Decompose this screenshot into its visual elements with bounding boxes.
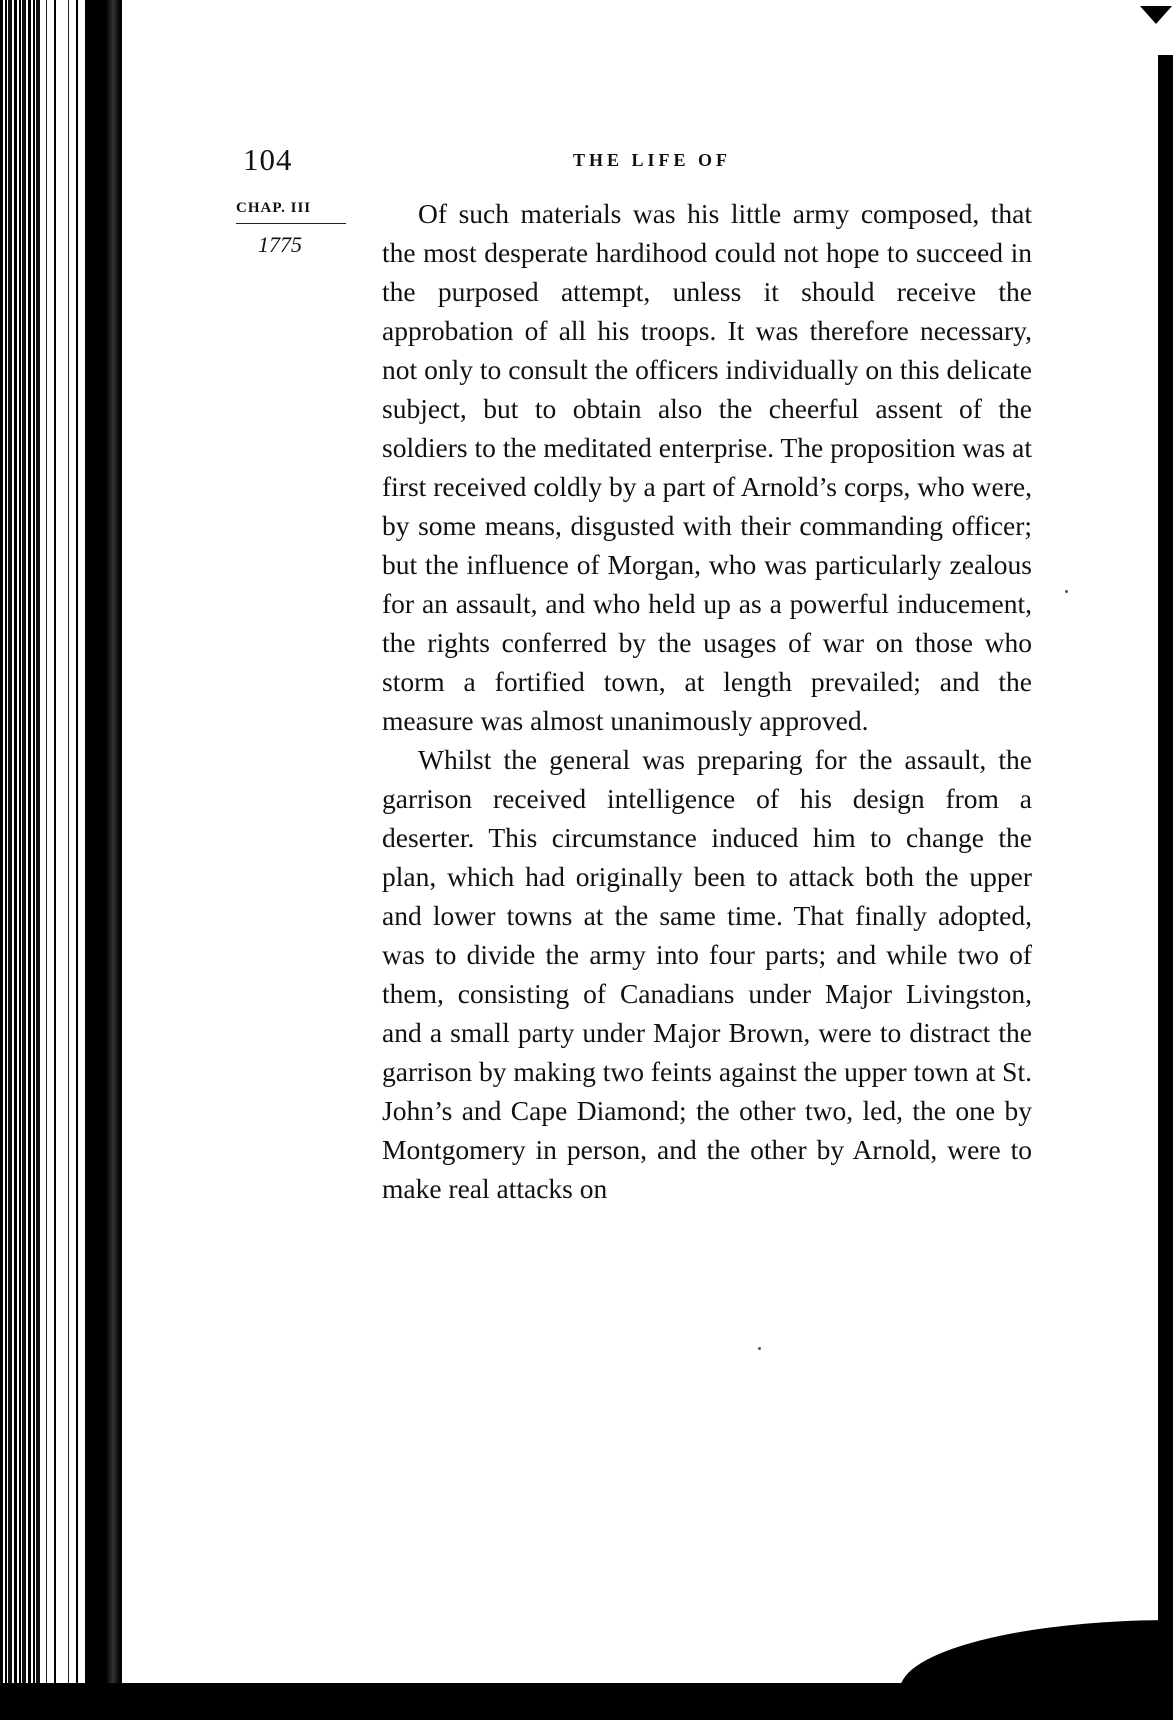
chapter-label: CHAP. III: [236, 200, 346, 224]
paragraph: Whilst the general was preparing for the assault, the garrison received intelligence of his design from a deserter. This circumstance induced him to change the plan, which had originally been to attack both the upper and lower towns at the same time. That finally adopted, was to divide the army into four parts; and while two of them, consisting of Canadians under Major Livingston, and a small party under Major Brown, were to distract the garrison by making two feints against the upper town at St. John’s and Cape Diamond; the other two, led, the one by Montgomery in person, and the other by Arnold, were to make real attacks on: [382, 744, 1032, 1204]
scan-corner-marker-icon: [1140, 6, 1172, 24]
page-number: 104: [243, 142, 293, 177]
paragraph: Of such materials was his little army composed, that the most desperate hardihood could not hope to succeed in the purposed attempt, unless it should receive the approbation of all his troops. It was therefore necessary, not only to consult the officers individually on this delicate subject, but to obtain also the cheerful assent of the soldiers to the meditated enterprise. The proposition was at first received coldly by a part of Arnold’s corps, who were, by some means, disgusted with their commanding officer; but the influence of Morgan, who was particularly zealous for an assault, and who held up as a powerful inducement, the rights conferred by the usages of war on those who storm a fortified town, at length prevailed; and the measure was almost unanimously approved.: [382, 198, 1032, 736]
scan-speck: [758, 1347, 761, 1350]
bottom-page-edge: [0, 1683, 1173, 1720]
scan-speck: [1065, 590, 1068, 593]
bottom-right-curl: [900, 1620, 1173, 1690]
body-text: [382, 194, 1032, 1208]
right-page-edge: [1158, 55, 1173, 1675]
gutter-shadow: [85, 0, 120, 1720]
margin-note: [236, 200, 348, 258]
running-title: THE LIFE OF: [572, 150, 732, 170]
year-label: 1775: [258, 232, 302, 257]
